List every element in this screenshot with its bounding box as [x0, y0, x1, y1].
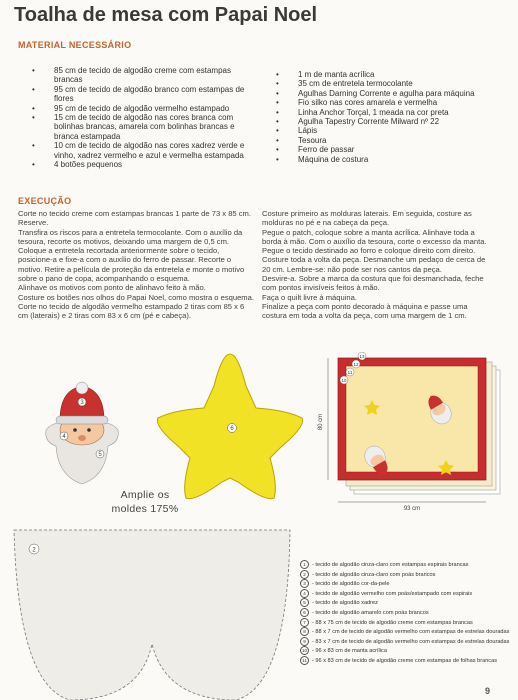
material-left-item: • 4 botões pequenos [32, 160, 254, 169]
execucao-paragraph: Faça o quilt livre à máquina. [262, 292, 357, 302]
santa-applique [40, 380, 124, 492]
material-right-item: • Máquina de costura [276, 155, 496, 164]
material-list-right [276, 70, 496, 164]
legend-number: 5 [300, 598, 309, 607]
material-left-item: • 10 cm de tecido de algodão nas cores xadrez verde e vinho, xadrez vermelho e azul e vermelha estampada [32, 141, 254, 160]
layer-tag-1: 13 [359, 354, 365, 359]
legend-dash: - [312, 638, 316, 645]
legend-text: 88 x 75 cm de tecido de algodão creme com estampas brancas [315, 619, 473, 626]
material-right-item: • 35 cm de entretela termocolante [276, 79, 496, 88]
legend-text: tecido de algodão cor-da-pele [315, 581, 390, 588]
execucao-paragraph: Pegue o patch, coloque sobre a manta acrílica. Alinhave toda a borda à mão. Com o auxílio da tesoura, corte o excesso da manta. Pegue o tecido destinado ao forro e coloque direito com direito. Costure toda a volta da peça. Desmanche um pedaço de cerca de 20 cm. Lembre-se: não pode ser nos cantos da peça. [262, 227, 487, 274]
santa-label-1: 3 [80, 400, 84, 407]
star-pattern [146, 346, 314, 508]
santa-nose [78, 435, 86, 441]
amplie-line-1: Amplie os [120, 489, 170, 501]
legend-text: tecido de algodão cinza-claro com estampas espirais brancas [315, 562, 469, 568]
legend-item [300, 637, 514, 647]
material-list-left [32, 66, 254, 169]
execucao-heading: EXECUÇÃO [18, 196, 72, 206]
legend [300, 560, 514, 666]
execucao-paragraph: Costure primeiro as molduras laterais. Em seguida, costure as molduras no pé e na cabeça da peça. [262, 209, 472, 228]
legend-item [300, 646, 514, 656]
execucao-paragraph: Corte no tecido de algodão vermelho estampado 2 tiras com 85 x 6 cm (laterais) e 2 tiras com 83 x 6 cm (pé e cabeça). [18, 301, 245, 321]
legend-number: 3 [300, 579, 309, 588]
execucao-paragraph: Costure os botões nos olhos do Papai Noel, como mostra o esquema. [18, 292, 254, 302]
legend-item [300, 560, 514, 570]
legend-item [300, 627, 514, 637]
legend-text: tecido de algodão amarelo com poás brancos [315, 609, 429, 616]
width-label: 93 cm [403, 506, 421, 512]
legend-item [300, 656, 514, 666]
material-right-item: • 1 m de manta acrílica [276, 70, 496, 79]
santa-label-3: 5 [98, 452, 102, 459]
legend-dash: - [312, 590, 316, 597]
legend-number: 10 [301, 648, 307, 654]
material-left-item: • 95 cm de tecido de algodão branco com estampas de flores [32, 85, 254, 104]
execucao-paragraph: Transfira os riscos para a entretela termocolante. Com o auxílio da tesoura, recorte os motivos, deixando uma margem de 0,5 cm. Coloque a entretela recortada anteriormente sobre o tecido, posicione-a e fixe-a com o auxílio do ferro de passar. Recorte o motivo. Retire a película de proteção da entretela e monte o motivo sobre o pano de copa, acompanhando o esquema. [18, 227, 245, 284]
legend-dash: - [312, 619, 316, 626]
base-shape [14, 530, 290, 700]
material-right-item: • Lápis [276, 126, 496, 135]
layer-tag-4: 10 [341, 378, 347, 383]
page-number: 9 [484, 686, 490, 696]
legend-text: 88 x 7 cm de tecido de algodão vermelho com estampas de estrelas douradas [315, 629, 510, 636]
material-right-item: • Tesoura [276, 136, 496, 145]
santa-hat-band [56, 416, 108, 424]
legend-text: tecido de algodão vermelho com poás/estampado com espirais [315, 590, 473, 597]
legend-number: 1 [300, 560, 309, 569]
legend-text: 96 x 83 cm de manta acrílica [315, 648, 387, 655]
legend-text: 83 x 7 cm de tecido de algodão vermelho com estampas de estrelas douradas [315, 638, 510, 645]
legend-number: 2 [300, 570, 309, 579]
execucao-text-left [18, 209, 254, 321]
layer-tag-2: 12 [353, 362, 359, 367]
legend-item [300, 618, 514, 628]
execucao-paragraph: Finalize a peça com ponto decorado à máquina e passe uma costura em toda a volta da peça, com uma margem de 1 cm. [262, 301, 468, 321]
legend-item [300, 589, 514, 599]
star-label: 6 [230, 426, 234, 433]
legend-item [300, 598, 514, 608]
legend-text: tecido de algodão xadrez [315, 600, 378, 607]
legend-number: 9 [300, 637, 309, 646]
santa-pompom [76, 382, 88, 394]
amplie-line-2: moldes 175% [111, 503, 179, 515]
legend-number: 11 [300, 656, 309, 665]
legend-number: 6 [300, 608, 309, 617]
execucao-paragraph: Corte no tecido creme com estampas brancas 1 parte de 73 x 85 cm. Reserve. [18, 209, 251, 228]
material-right-item: • Ferro de passar [276, 145, 496, 154]
legend-dash: - [312, 629, 316, 636]
legend-dash: - [312, 562, 316, 568]
legend-dash: - [312, 609, 316, 616]
base-label: 2 [32, 547, 36, 554]
layer-tag-3: 11 [347, 370, 353, 375]
legend-number: 4 [300, 589, 309, 598]
legend-dash: - [312, 600, 316, 607]
material-right-item: • Agulhas Darning Corrente e agulha para máquina [276, 89, 496, 98]
execucao-paragraph: Alinhave os motivos com ponto de alinhavo feito à mão. [18, 283, 206, 293]
material-heading: MATERIAL NECESSÁRIO [18, 40, 132, 50]
material-right-item: • Agulha Tapestry Corrente Milward nº 22 [276, 117, 496, 126]
legend-dash: - [312, 571, 316, 578]
legend-item [300, 608, 514, 618]
legend-dash: - [312, 648, 316, 655]
legend-dash: - [312, 581, 316, 588]
legend-item [300, 579, 514, 589]
material-left-item: • 15 cm de tecido de algodão nas cores branca com bolinhas brancas, amarela com bolinhas brancas e branca estampada [32, 113, 254, 141]
legend-number: 8 [300, 627, 309, 636]
santa-eye-right [87, 428, 91, 432]
material-right-item: • Linha Anchor Torçal, 1 meada na cor preta [276, 108, 496, 117]
santa-eye-left [73, 428, 77, 432]
material-left-item: • 95 cm de tecido de algodão vermelho estampado [32, 104, 254, 113]
page-title: Toalha de mesa com Papai Noel [14, 4, 318, 26]
material-left-item: • 85 cm de tecido de algodão creme com estampas brancas [32, 66, 254, 85]
legend-item [300, 570, 514, 580]
legend-number: 7 [300, 618, 309, 627]
legend-text: 96 x 83 cm de tecido de algodão creme com estampas de folhas brancas [315, 657, 498, 664]
execucao-paragraph: Desvire-a. Sobre a marca da costura que foi desmanchada, feche com pontos invisíveis feitos à mão. [262, 274, 484, 293]
tablecloth-diagram [316, 352, 508, 514]
legend-dash: - [312, 657, 316, 664]
height-label: 80 cm [318, 413, 324, 431]
legend-text: tecido de algodão cinza-claro com poás brancos [315, 571, 436, 578]
santa-label-2: 4 [62, 434, 66, 441]
execucao-text-right [262, 209, 494, 321]
material-right-item: • Fio silko nas cores amarela e vermelha [276, 98, 496, 107]
